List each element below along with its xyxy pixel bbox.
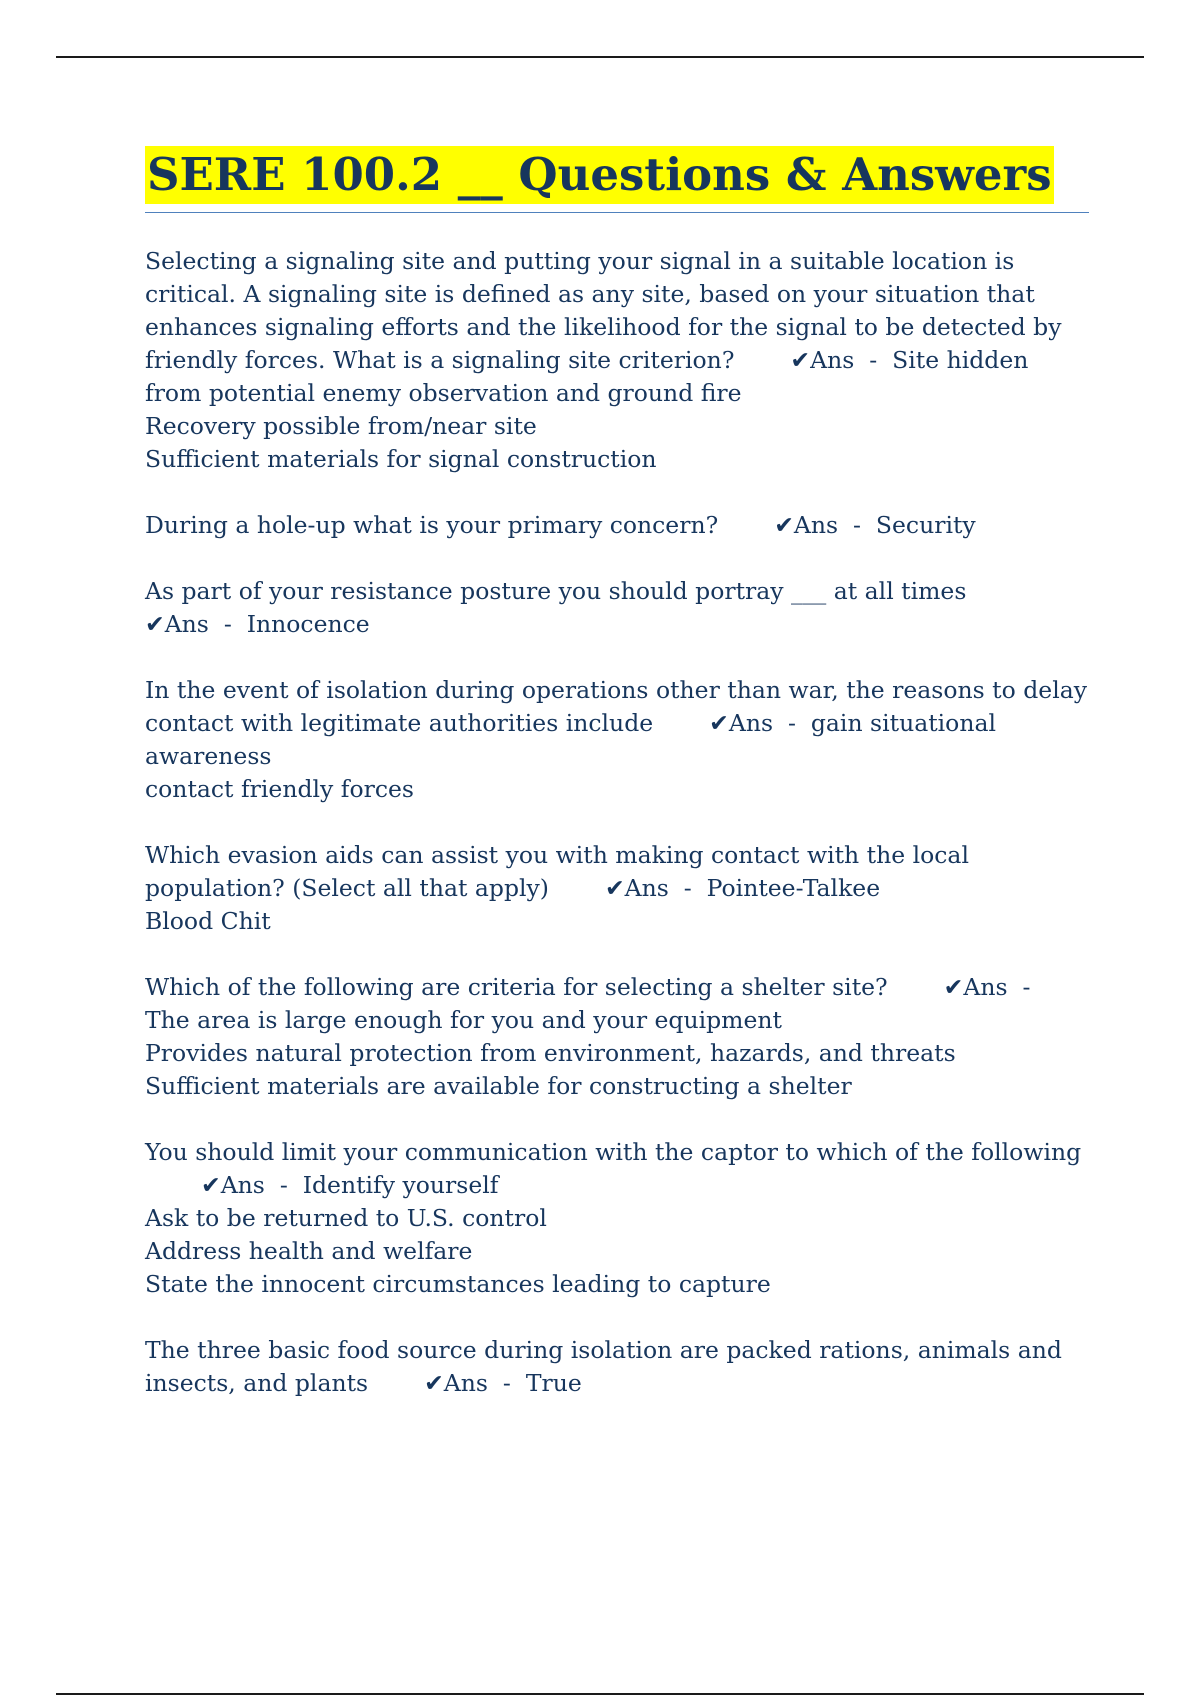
- document-body: [145, 146, 1089, 1433]
- checkmark-ans-label: ✔Ans: [145, 610, 209, 638]
- answer-line: Sufficient materials for signal construction: [145, 445, 657, 473]
- answer-marker: [145, 610, 232, 638]
- checkmark-ans-label: ✔Ans: [709, 709, 774, 737]
- qa-item: [145, 971, 1089, 1103]
- qa-question-line: [145, 971, 1089, 1004]
- question-text: As part of your resistance posture you should portray ___ at all times: [145, 577, 967, 605]
- page-top-rule: [56, 56, 1144, 58]
- checkmark-ans-label: ✔Ans: [790, 346, 855, 374]
- qa-item: [145, 509, 1089, 542]
- answer-text: gain situational awareness: [145, 709, 996, 770]
- question-text: The three basic food source during isolation are packed rations, animals and insects, and plants: [145, 1336, 1062, 1397]
- answer-separator: -: [223, 610, 232, 638]
- answer-separator: -: [502, 1369, 511, 1397]
- qa-question-line: [145, 839, 1089, 905]
- qa-question-line: [145, 674, 1089, 773]
- answer-marker: [424, 1369, 511, 1397]
- answer-marker: [790, 346, 877, 374]
- answer-line: State the innocent circumstances leading to capture: [145, 1270, 771, 1298]
- answer-separator: -: [853, 511, 861, 539]
- answer-text: Pointee-Talkee: [706, 874, 881, 902]
- document-title: SERE 100.2 __ Questions & Answers: [145, 146, 1054, 204]
- question-text: Which of the following are criteria for selecting a shelter site?: [145, 973, 888, 1001]
- answer-text: Innocence: [246, 610, 370, 638]
- qa-item: [145, 1136, 1089, 1301]
- qa-question-line: [145, 1334, 1089, 1400]
- checkmark-ans-label: ✔Ans: [774, 511, 839, 539]
- qa-question-line: [145, 509, 1089, 542]
- answer-marker: [709, 709, 796, 737]
- answer-line: The area is large enough for you and your equipment: [145, 1006, 782, 1034]
- answer-line: Provides natural protection from environment, hazards, and threats: [145, 1039, 956, 1067]
- checkmark-ans-label: ✔Ans: [201, 1171, 265, 1199]
- answer-separator: -: [787, 709, 796, 737]
- checkmark-ans-label: ✔Ans: [943, 973, 1008, 1001]
- title-block: [145, 146, 1089, 213]
- answer-line: Sufficient materials are available for constructing a shelter: [145, 1072, 852, 1100]
- answer-separator: -: [1022, 973, 1031, 1001]
- page-bottom-rule: [56, 1693, 1144, 1695]
- answer-line: Address health and welfare: [145, 1237, 473, 1265]
- answer-separator: -: [279, 1171, 288, 1199]
- question-text: In the event of isolation during operations other than war, the reasons to delay contact with legitimate authorities include: [145, 676, 1087, 737]
- answer-text: True: [525, 1369, 582, 1397]
- answer-marker: [201, 1171, 288, 1199]
- question-text: During a hole-up what is your primary concern?: [145, 511, 719, 539]
- qa-question-line: [145, 245, 1089, 410]
- checkmark-ans-label: ✔Ans: [424, 1369, 488, 1397]
- qa-question-line: [145, 575, 1089, 641]
- qa-list: [145, 245, 1089, 1400]
- qa-item: [145, 674, 1089, 806]
- answer-line: Recovery possible from/near site: [145, 412, 537, 440]
- answer-line: Ask to be returned to U.S. control: [145, 1204, 547, 1232]
- qa-question-line: [145, 1136, 1089, 1202]
- answer-text: Identify yourself: [302, 1171, 499, 1199]
- answer-separator: -: [869, 346, 878, 374]
- question-text: Selecting a signaling site and putting your signal in a suitable location is critical. A signaling site is defined as any site, based on your situation that enhances signaling efforts and the likelihood for the signal to be detected by friendly forces. What is a signaling site criterion?: [145, 247, 1062, 374]
- answer-line: contact friendly forces: [145, 775, 414, 803]
- answer-line: Blood Chit: [145, 907, 271, 935]
- checkmark-ans-label: ✔Ans: [604, 874, 669, 902]
- question-text: You should limit your communication with the captor to which of the following: [145, 1138, 1082, 1166]
- question-text: Which evasion aids can assist you with making contact with the local population? (Select all that apply): [145, 841, 969, 902]
- answer-marker: [774, 511, 861, 539]
- qa-item: [145, 1334, 1089, 1400]
- answer-marker: [944, 973, 1031, 1001]
- answer-text: Security: [875, 511, 976, 539]
- answer-marker: [605, 874, 692, 902]
- answer-text: Site hidden from potential enemy observation and ground fire: [145, 346, 1029, 407]
- qa-item: [145, 245, 1089, 476]
- qa-item: [145, 839, 1089, 938]
- answer-separator: -: [683, 874, 692, 902]
- qa-item: [145, 575, 1089, 641]
